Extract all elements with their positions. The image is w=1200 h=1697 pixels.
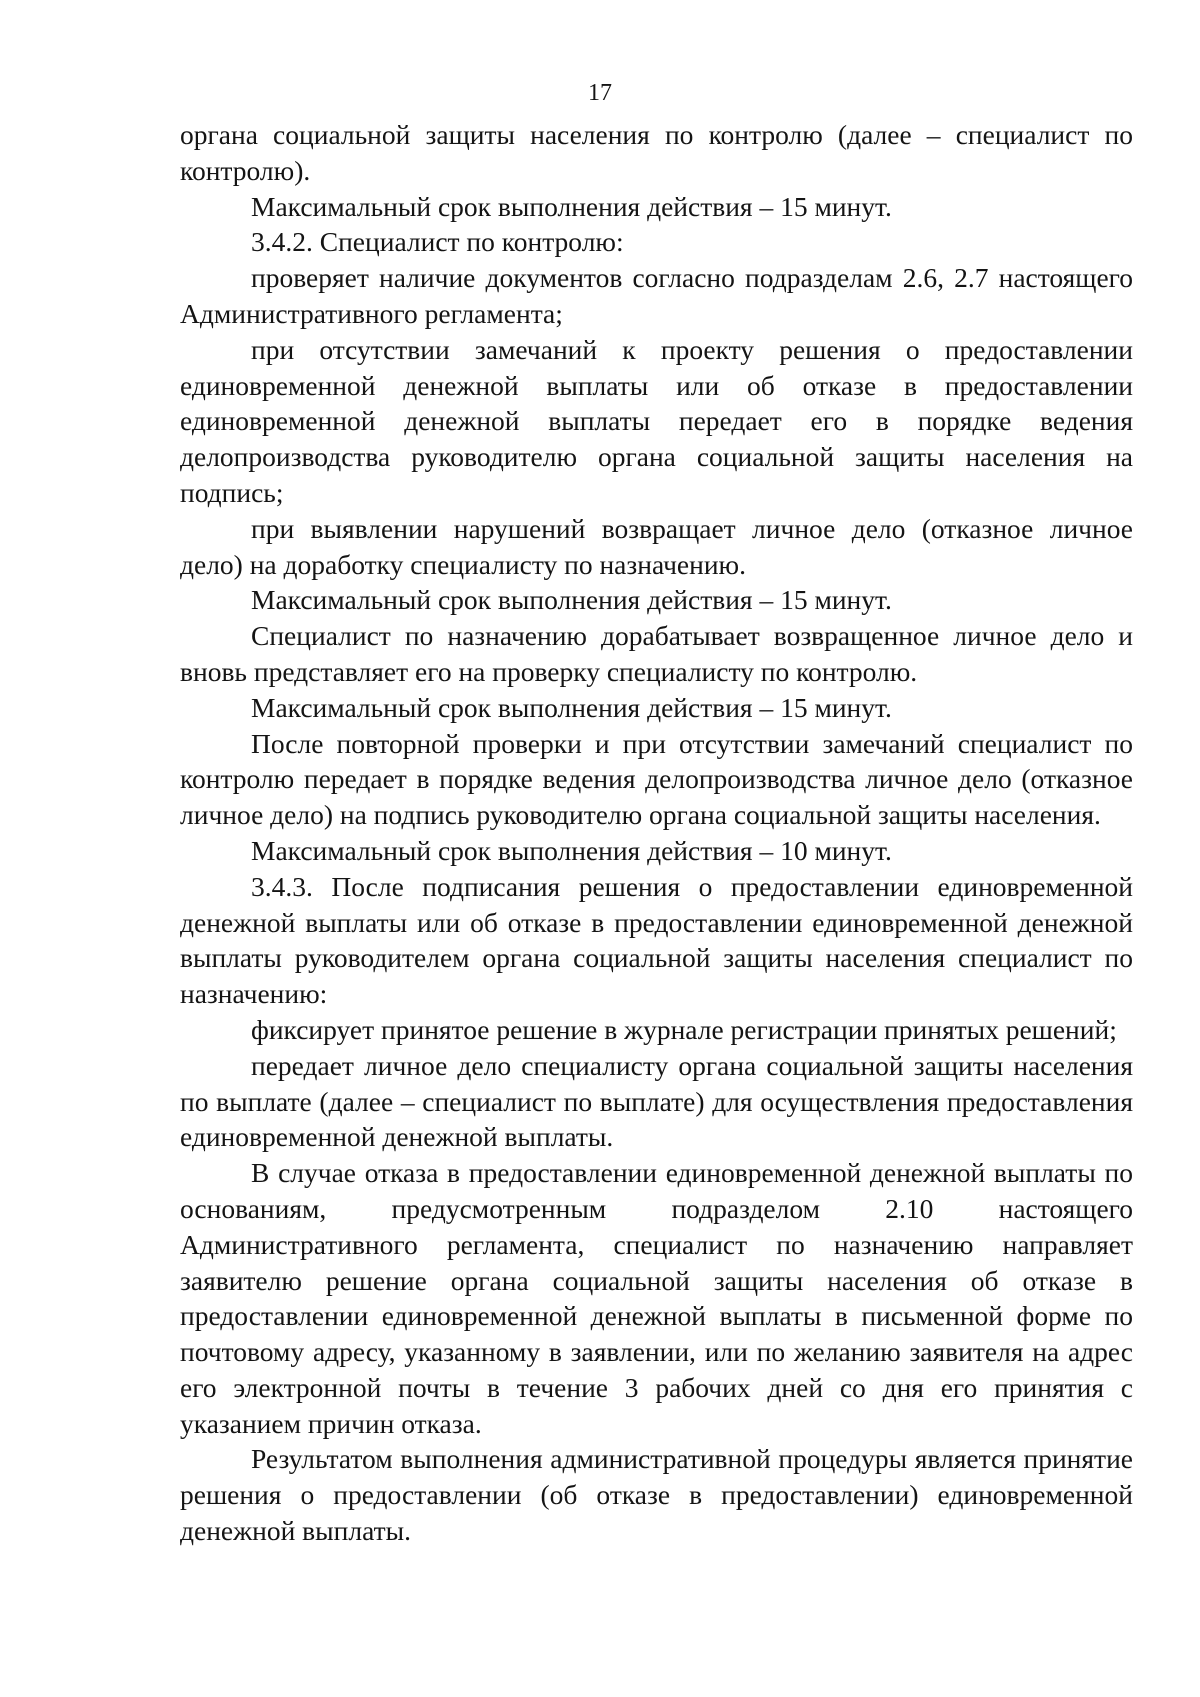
paragraph-max-time-3: Максимальный срок выполнения действия – 15 минут. <box>251 691 892 723</box>
paragraph-violations: при выявлении нарушений возвращает личное дело (отказное личное дело) на доработку специалисту по назначению. <box>180 512 1133 580</box>
paragraph-max-time-1: Максимальный срок выполнения действия – 15 минут. <box>251 190 892 222</box>
paragraph-repeat-check: После повторной проверки и при отсутствии замечаний специалист по контролю передает в порядке ведения делопроизводства личное дело (отказное личное дело) на подпись руководителю органа социальной защиты населения. <box>180 727 1133 831</box>
page-number: 17 <box>588 80 612 106</box>
paragraph-transfers-case: передает личное дело специалисту органа социальной защиты населения по выплате (далее – специалист по выплате) для осуществления предоставления единовременной денежной выплаты. <box>180 1049 1133 1153</box>
paragraph-max-time-2: Максимальный срок выполнения действия – 15 минут. <box>251 584 892 616</box>
paragraph-rework: Специалист по назначению дорабатывает возвращенное личное дело и вновь представляет его на проверку специалисту по контролю. <box>180 620 1133 687</box>
paragraph-section-3-4-3: 3.4.3. После подписания решения о предоставлении единовременной денежной выплаты или об отказе в предоставлении единовременной денежной выплаты руководителем органа социальной защиты населения специалист по назначению: <box>180 870 1133 1010</box>
paragraph-max-time-4: Максимальный срок выполнения действия – 10 минут. <box>251 834 892 866</box>
paragraph-checks-documents: проверяет наличие документов согласно подразделам 2.6, 2.7 настоящего Административного регламента; <box>180 262 1133 329</box>
paragraph-section-3-4-2: 3.4.2. Специалист по контролю: <box>251 226 624 258</box>
paragraph-result: Результатом выполнения административной процедуры является принятие решения о предоставлении (об отказе в предоставлении) единовременной денежной выплаты. <box>180 1443 1133 1547</box>
paragraph-refusal-case: В случае отказа в предоставлении единовременной денежной выплаты по основаниям, предусмотренным подразделом 2.10 настоящего Административного регламента, специалист по назначению направляет заявителю решение органа социальной защиты населения об отказе в предоставлении единовременной денежной выплаты в письменной форме по почтовому адресу, указанному в заявлении, или по желанию заявителя на адрес его электронной почты в течение 3 рабочих дней со дня его принятия с указанием причин отказа. <box>180 1157 1133 1439</box>
document-body <box>180 117 1133 1549</box>
paragraph-records-decision: фиксирует принятое решение в журнале регистрации принятых решений; <box>251 1013 1117 1045</box>
paragraph-no-remarks: при отсутствии замечаний к проекту решения о предоставлении единовременной денежной выплаты или об отказе в предоставлении единовременной денежной выплаты передает его в порядке ведения делопроизводства руководителю органа социальной защиты населения на подпись; <box>180 333 1133 508</box>
paragraph-continuation: органа социальной защиты населения по контролю (далее – специалист по контролю). <box>180 119 1133 186</box>
